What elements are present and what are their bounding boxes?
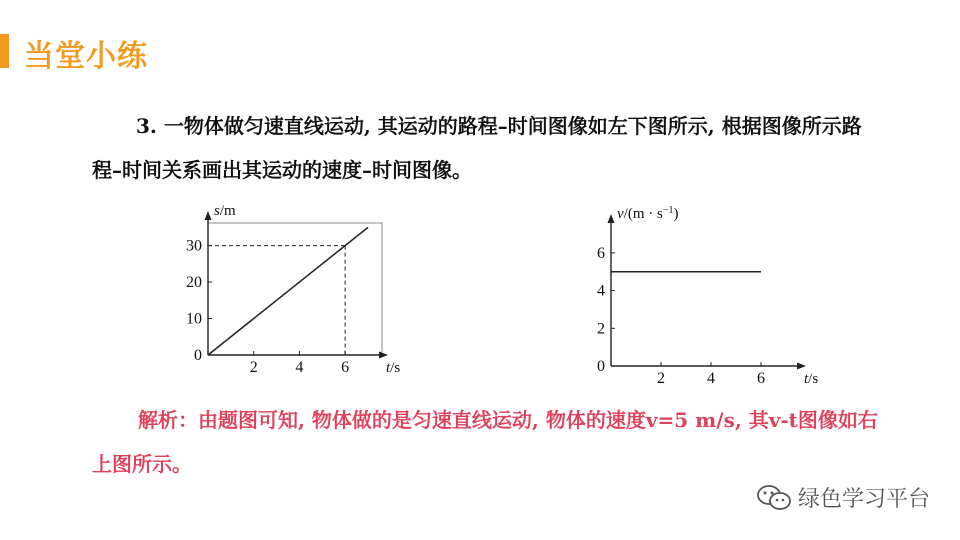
y-tick-label: 4 bbox=[597, 282, 605, 300]
watermark bbox=[756, 482, 930, 513]
y-tick-label: 30 bbox=[186, 237, 202, 255]
chart-frame bbox=[208, 223, 382, 355]
y-axis-label: $v/(m \cdot s^{-1})$ bbox=[617, 204, 679, 222]
watermark-text: 绿色学习平台 bbox=[797, 487, 930, 512]
x-axis-label: t/s bbox=[804, 371, 819, 387]
y-axis-label: s/m bbox=[214, 203, 236, 219]
x-tick-label: 4 bbox=[707, 370, 715, 387]
x-tick-label: 6 bbox=[341, 359, 350, 376]
x-tick-label: 4 bbox=[295, 359, 304, 376]
x-tick-label: 6 bbox=[757, 370, 765, 387]
origin-label: 0 bbox=[597, 358, 605, 375]
answer-body: 由题图可知, 物体做的是匀速直线运动, 物体的速度v=5 m/s, 其v-t图像如右上图所示。 bbox=[92, 408, 878, 476]
wechat-icon bbox=[756, 483, 792, 513]
page-title: 当堂小练 bbox=[24, 39, 148, 74]
title-accent-bar bbox=[0, 34, 9, 68]
y-tick-label: 2 bbox=[597, 320, 605, 338]
x-tick-label: 2 bbox=[249, 359, 258, 376]
question-body: 一物体做匀速直线运动, 其运动的路程–时间图像如左下图所示, 根据图像所示路程–时间关系画出其运动的速度–时间图像。 bbox=[92, 114, 862, 182]
distance-time-chart bbox=[170, 200, 401, 380]
origin-label: 0 bbox=[194, 347, 202, 364]
x-axis-arrow bbox=[379, 352, 388, 359]
question-text bbox=[92, 104, 872, 192]
y-axis-arrow bbox=[608, 214, 615, 223]
question-number: 3. bbox=[136, 114, 157, 138]
answer-text bbox=[92, 398, 892, 486]
y-tick-label: 20 bbox=[186, 274, 202, 292]
y-tick-label: 6 bbox=[597, 244, 605, 262]
x-axis-label: t/s bbox=[386, 360, 401, 376]
x-tick-label: 2 bbox=[657, 370, 665, 387]
y-axis-arrow bbox=[205, 211, 212, 220]
velocity-time-chart bbox=[585, 200, 819, 390]
data-line bbox=[208, 227, 368, 355]
answer-lead: 解析： bbox=[138, 408, 198, 432]
y-tick-label: 10 bbox=[186, 310, 202, 328]
x-axis-arrow bbox=[797, 363, 806, 370]
